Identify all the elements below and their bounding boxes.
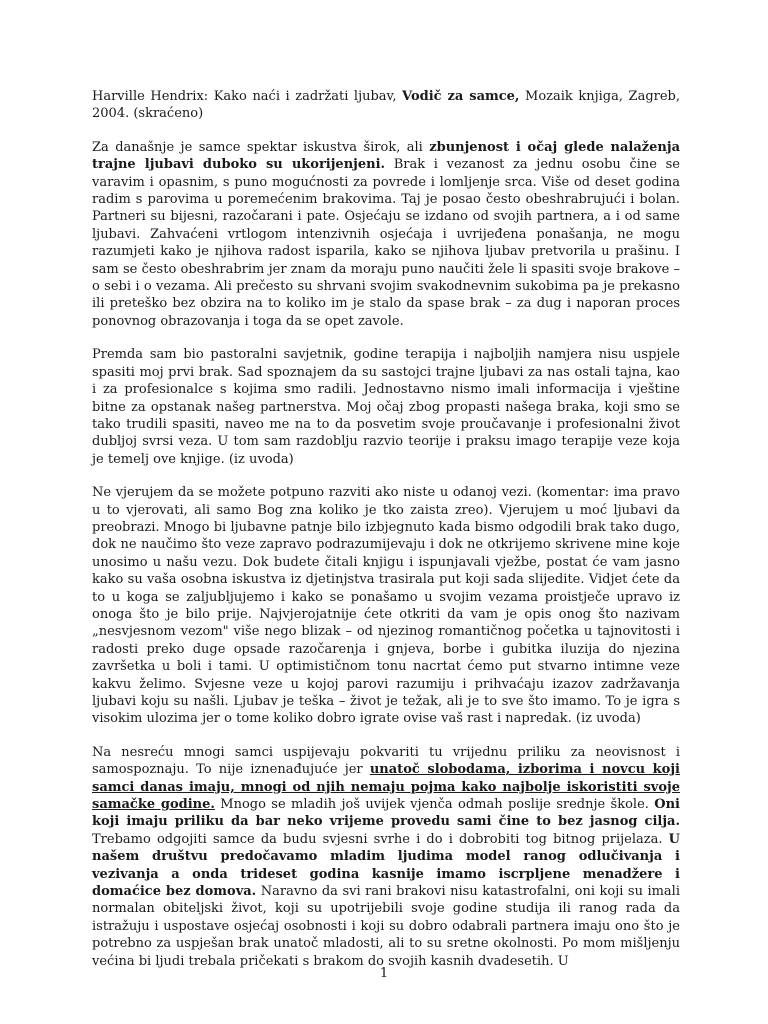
paragraph-4-text-d: Naravno da svi rani brakovi nisu katastrofalni, oni koji su imali normalan obiteljski život, koji su upotrijebili svoje godine studija ili ranog rada da istražuju i uspostave osjećaj osobnosti i koji su dobro odabrali partnera imaju ono što je potrebno za uspješan brak unatoč mladosti, ali to su sretne okolnosti. Po mom mišljenju većina bi ljudi trebala pričekati s brakom do svojih kasnih dvadesetih. U — [92, 884, 680, 969]
paragraph-4 — [92, 744, 680, 970]
page-number: 1 — [379, 966, 389, 981]
paragraph-3 — [92, 484, 680, 728]
paragraph-4-text-b: Mnogo se mladih još uvijek vjenča odmah poslije srednje škole. — [214, 797, 655, 813]
paragraph-4-emphasis-2: U našem društvu predočavamo mladim ljudima model ranog odlučivanja i vezivanja a onda trideset godina kasnije imamo iscrpljene menadžere i domaćice bez domova. — [92, 831, 680, 900]
citation-series: Vodič za samce, — [402, 89, 520, 104]
citation-author: Harville Hendrix: Kako naći i zadržati ljubav, — [92, 89, 403, 104]
paragraph-4-text-a: Na nesreću mnogi samci uspijevaju pokvariti tu vrijednu priliku za neovisnost i samospoznaju. To nije iznenađujuće jer — [92, 744, 680, 778]
paragraph-4-emphasis-1: Oni koji imaju priliku da bar neko vrijeme provedu sami čine to bez jasnog cilja. — [92, 797, 680, 830]
paragraph-1 — [92, 139, 680, 330]
paragraph-1-emphasis: zbunjenost i očaj glede nalaženja trajne ljubavi duboko su ukorijenjeni. — [92, 139, 680, 173]
paragraph-4-underlined-emphasis: unatoč slobodama, izborima i novcu koji samci danas imaju, mnogi od njih nemaju pojma kako najbolje iskoristiti svoje samačke godine. — [92, 762, 680, 813]
paragraph-4-text-c: Trebamo odgojiti samce da budu svjesni svrhe i do i dobrobiti tog bitnog prijelaza. — [92, 831, 669, 847]
paragraph-1-text-b: Brak i vezanost za jednu osobu čine se varavim i opasnim, s puno mogućnosti za povrede i lomljenje srca. Više od deset godina radim s parovima u poremećenim brakovima. Taj je posao često obeshrabrujući i bolan. Partneri su bijesni, razočarani i pate. Osjećaju se izdano od svojih partnera, a i od same ljubavi. Zahvaćeni vrtlogom intenzivnih osjećaja i uvrijeđena ponašanja, ne mogu razumjeti kako je njihova radost isparila, kako se njihova ljubav pretvorila u prašinu. I sam se često obeshrabrim jer znam da moraju puno naučiti žele li spasiti svoje brakove – o sebi i o vezama. Ali prečesto su shrvani svojim svakodnevnim sukobima pa je prekasno ili preteško bez obzira na to koliko im je stalo da spase brak – za dug i naporan proces ponovnog obrazovanja i toga da se opet zavole. — [92, 157, 680, 329]
paragraph-2-text: Premda sam bio pastoralni savjetnik, godine terapija i najboljih namjera nisu uspjele spasiti moj prvi brak. Sad spoznajem da su sastojci trajne ljubavi za nas ostali tajna, kao i za profesionalce s kojima smo radili. Jednostavno nismo imali informacija i vještine bitne za opstanak našeg partnerstva. Moj očaj zbog propasti našega braka, koji smo se tako trudili spasiti, naveo me na to da posvetim svoje proučavanje i profesionalni život dubljoj svrsi veza. U tom sam razdoblju razvio teorije i praksu imago terapije veze koja je temelj ove knjige. (iz uvoda) — [92, 347, 680, 467]
paragraph-2 — [92, 346, 680, 468]
paragraph-3-text: Ne vjerujem da se možete potpuno razviti ako niste u odanoj vezi. (komentar: ima pravo u to vjerovati, ali samo Bog zna koliko je tko zaista zreo). Vjerujem u moć ljubavi da preobrazi. Mnogo bi ljubavne patnje bilo izbjegnuto kada bismo odgodili brak tako dugo, dok ne naučimo što veze zapravo podrazumijevaju i dok ne otkrijemo skrivene mine koje unosimo u našu vezu. Dok budete čitali knjigu i ispunjavali vježbe, postat će vam jasno kako su vaša osobna iskustva iz djetinjstva trasirala put koji sada slijedite. Vidjet ćete da to u koga se zaljubljujemo i kako se ponašamo u svojim vezama proistječe upravo iz onoga što je bilo prije. Najvjerojatnije ćete otkriti da vam je opis onog što nazivam „nesvjesnom vezom" više nego blizak – od njezinog romantičnog početka u tajnovitosti i radosti preko duge opsade razočarenja i gnjeva, borbe i gubitka iluzija do njezina završetka u boli i tami. U optimističnom tonu nacrtat ćemo put stvarno intimne veze kakvu želimo. Svjesne veze u kojoj parovi razumiju i prihvaćaju izazov zadržavanja ljubavi koju su našli. Ljubav je teška – život je težak, ali je to sve što imamo. To je igra s visokim ulozima jer o tome koliko dobro igrate ovise vaš rast i napredak. (iz uvoda) — [92, 485, 680, 727]
paragraph-1-text-a: Za današnje je samce spektar iskustva širok, ali — [92, 139, 430, 155]
citation-header — [92, 88, 680, 123]
citation-rest: Mozaik knjiga, Zagreb, 2004. (skraćeno) — [92, 89, 681, 122]
document-page — [92, 88, 680, 986]
